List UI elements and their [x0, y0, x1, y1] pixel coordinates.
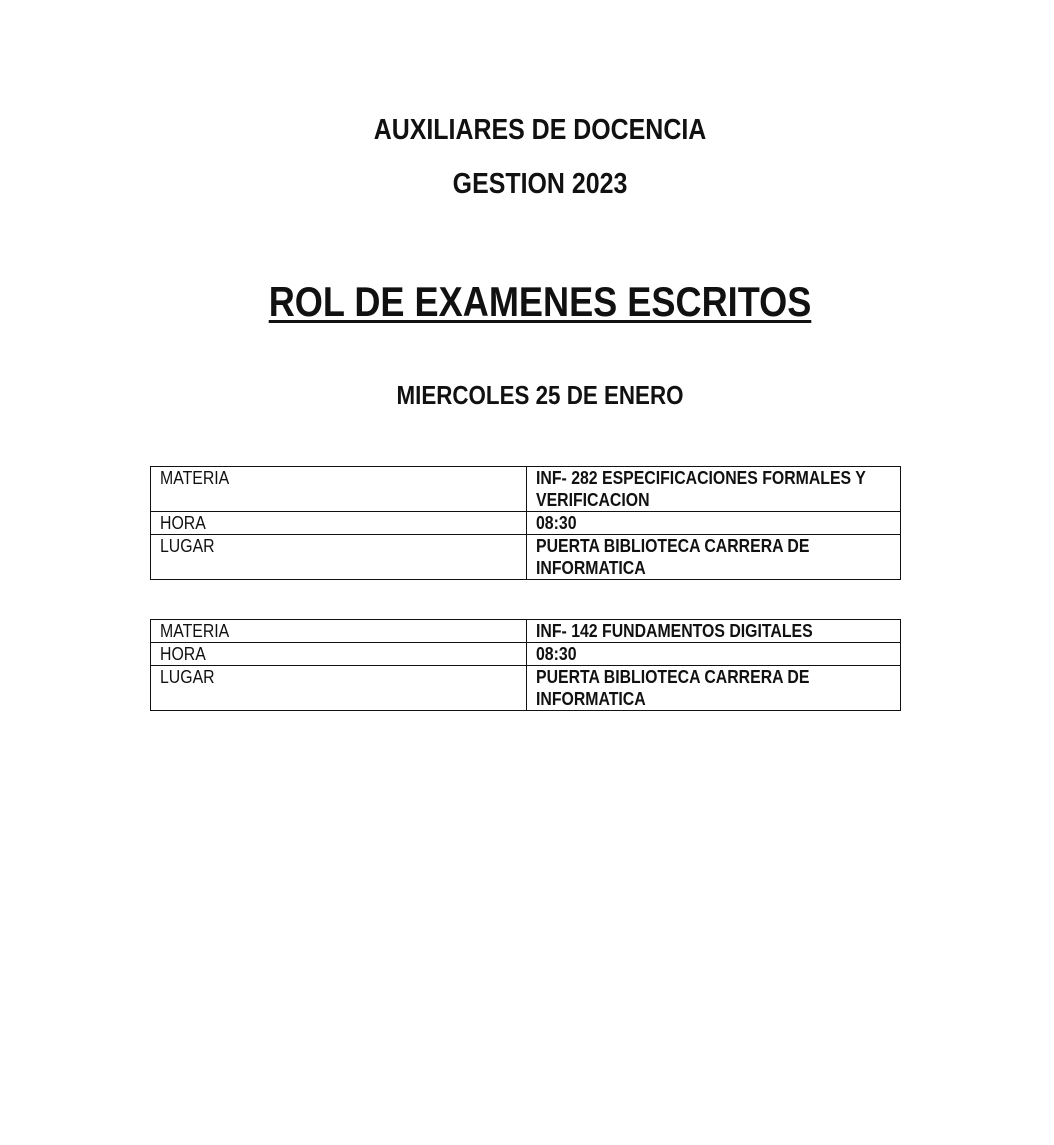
table-row-materia: [151, 467, 901, 512]
hora-label-cell: [151, 643, 527, 666]
header-line-auxiliares: AUXILIARES DE DOCENCIA: [373, 114, 707, 146]
hora-value: 08:30: [536, 644, 577, 664]
materia-label: MATERIA: [160, 621, 230, 641]
materia-value-cell: [527, 467, 901, 512]
hora-label: HORA: [160, 513, 206, 533]
table-row-hora: [151, 512, 901, 535]
lugar-value-cell: [527, 535, 901, 580]
exam-table-2: [150, 619, 901, 711]
exam-date: MIERCOLES 25 DE ENERO: [396, 380, 684, 410]
page-title: ROL DE EXAMENES ESCRITOS: [268, 278, 812, 325]
lugar-label-cell: [151, 666, 527, 711]
lugar-label-cell: [151, 535, 527, 580]
table-row-materia: [151, 620, 901, 643]
header-line-gestion: GESTION 2023: [452, 168, 628, 200]
hora-value: 08:30: [536, 513, 577, 533]
hora-value-cell: [527, 643, 901, 666]
materia-value-cell: [527, 620, 901, 643]
table-row-lugar: [151, 666, 901, 711]
hora-value-cell: [527, 512, 901, 535]
materia-label-cell: [151, 467, 527, 512]
lugar-value-cell: [527, 666, 901, 711]
hora-label-cell: [151, 512, 527, 535]
materia-label: MATERIA: [160, 468, 230, 488]
materia-label-cell: [151, 620, 527, 643]
table-row-hora: [151, 643, 901, 666]
materia-value: INF- 282 ESPECIFICACIONES FORMALES Y VERIFICACION: [536, 468, 866, 510]
table-row-lugar: [151, 535, 901, 580]
lugar-label: LUGAR: [160, 536, 215, 556]
lugar-value: PUERTA BIBLIOTECA CARRERA DE INFORMATICA: [536, 667, 810, 709]
materia-value: INF- 142 FUNDAMENTOS DIGITALES: [536, 621, 813, 641]
lugar-value: PUERTA BIBLIOTECA CARRERA DE INFORMATICA: [536, 536, 810, 578]
exam-table-1: [150, 466, 901, 580]
lugar-label: LUGAR: [160, 667, 215, 687]
hora-label: HORA: [160, 644, 206, 664]
